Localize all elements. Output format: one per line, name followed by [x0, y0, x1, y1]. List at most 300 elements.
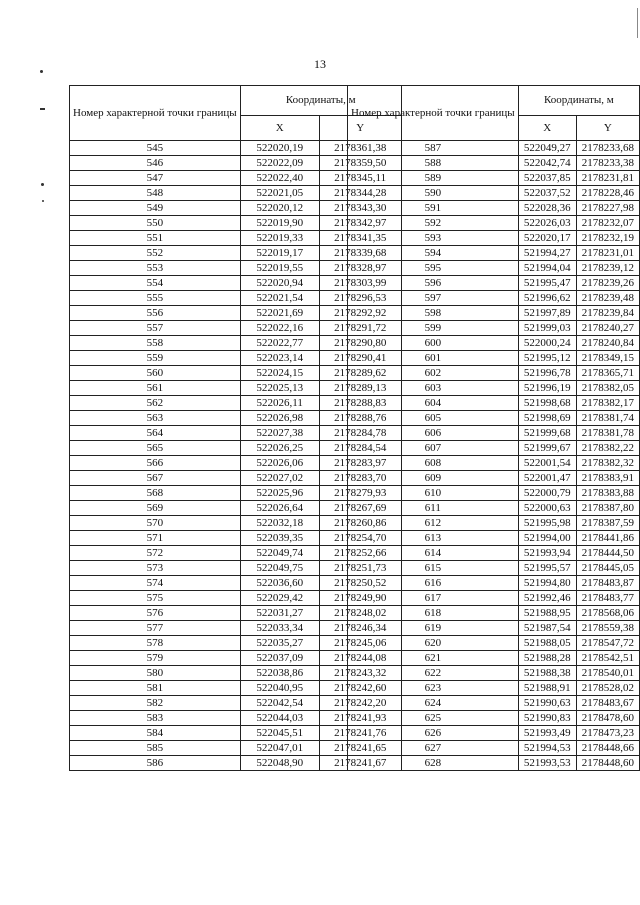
point-number-cell: 555 [70, 291, 241, 306]
x-coordinate-cell: 522024,15 [240, 366, 319, 381]
y-coordinate-cell: 2178349,15 [576, 351, 639, 366]
point-number-cell: 583 [70, 711, 241, 726]
x-coordinate-cell: 521988,95 [518, 606, 576, 621]
y-coordinate-cell: 2178251,73 [319, 561, 401, 576]
x-coordinate-cell: 522040,95 [240, 681, 319, 696]
y-coordinate-cell: 2178241,65 [319, 741, 401, 756]
point-number-cell: 622 [348, 666, 519, 681]
point-number-cell: 556 [70, 306, 241, 321]
x-coordinate-cell: 522000,63 [518, 501, 576, 516]
point-number-cell: 628 [348, 756, 519, 771]
x-coordinate-cell: 522026,98 [240, 411, 319, 426]
y-coordinate-cell: 2178242,60 [319, 681, 401, 696]
y-coordinate-cell: 2178241,76 [319, 726, 401, 741]
x-coordinate-cell: 522033,34 [240, 621, 319, 636]
x-coordinate-cell: 522027,02 [240, 471, 319, 486]
x-coordinate-cell: 521998,69 [518, 411, 576, 426]
y-coordinate-cell: 2178361,38 [319, 141, 401, 156]
y-coordinate-cell: 2178292,92 [319, 306, 401, 321]
y-coordinate-cell: 2178231,01 [576, 246, 639, 261]
point-number-cell: 566 [70, 456, 241, 471]
y-coordinate-cell: 2178246,34 [319, 621, 401, 636]
y-coordinate-cell: 2178249,90 [319, 591, 401, 606]
y-coordinate-cell: 2178483,87 [576, 576, 639, 591]
x-coordinate-cell: 522026,64 [240, 501, 319, 516]
y-coordinate-cell: 2178387,80 [576, 501, 639, 516]
point-number-cell: 585 [70, 741, 241, 756]
y-coordinate-cell: 2178441,86 [576, 531, 639, 546]
x-coordinate-cell: 522019,90 [240, 216, 319, 231]
table-row [348, 216, 640, 231]
y-coordinate-cell: 2178547,72 [576, 636, 639, 651]
point-number-cell: 547 [70, 171, 241, 186]
point-number-cell: 559 [70, 351, 241, 366]
point-number-cell: 593 [348, 231, 519, 246]
y-coordinate-cell: 2178568,06 [576, 606, 639, 621]
point-number-cell: 616 [348, 576, 519, 591]
point-number-cell: 562 [70, 396, 241, 411]
point-number-cell: 615 [348, 561, 519, 576]
y-coordinate-cell: 2178267,69 [319, 501, 401, 516]
point-number-cell: 586 [70, 756, 241, 771]
table-row [348, 741, 640, 756]
point-number-cell: 595 [348, 261, 519, 276]
point-number-cell: 578 [70, 636, 241, 651]
x-header: X [518, 115, 576, 140]
table-row [348, 606, 640, 621]
table-row [348, 141, 640, 156]
x-coordinate-cell: 521998,68 [518, 396, 576, 411]
point-number-cell: 613 [348, 531, 519, 546]
x-coordinate-cell: 522036,60 [240, 576, 319, 591]
table-row [348, 666, 640, 681]
y-coordinate-cell: 2178243,32 [319, 666, 401, 681]
x-coordinate-cell: 522037,52 [518, 186, 576, 201]
point-number-cell: 573 [70, 561, 241, 576]
x-coordinate-cell: 522020,19 [240, 141, 319, 156]
y-coordinate-cell: 2178289,13 [319, 381, 401, 396]
y-coordinate-cell: 2178250,52 [319, 576, 401, 591]
y-coordinate-cell: 2178239,48 [576, 291, 639, 306]
x-coordinate-cell: 522049,75 [240, 561, 319, 576]
x-coordinate-cell: 521994,53 [518, 741, 576, 756]
y-coordinate-cell: 2178483,77 [576, 591, 639, 606]
point-number-cell: 604 [348, 396, 519, 411]
y-coordinate-cell: 2178288,83 [319, 396, 401, 411]
table-row [348, 621, 640, 636]
point-number-cell: 567 [70, 471, 241, 486]
table-row [348, 591, 640, 606]
point-number-cell: 608 [348, 456, 519, 471]
point-number-cell: 580 [70, 666, 241, 681]
table-row [348, 351, 640, 366]
point-number-cell: 623 [348, 681, 519, 696]
point-number-cell: 563 [70, 411, 241, 426]
table-row [348, 636, 640, 651]
x-coordinate-cell: 521996,78 [518, 366, 576, 381]
point-number-cell: 587 [348, 141, 519, 156]
y-coordinate-cell: 2178382,32 [576, 456, 639, 471]
y-coordinate-cell: 2178242,20 [319, 696, 401, 711]
x-coordinate-cell: 522039,35 [240, 531, 319, 546]
y-coordinate-cell: 2178444,50 [576, 546, 639, 561]
table-row [348, 486, 640, 501]
x-coordinate-cell: 522019,17 [240, 246, 319, 261]
x-coordinate-cell: 521988,28 [518, 651, 576, 666]
x-coordinate-cell: 521999,03 [518, 321, 576, 336]
point-number-cell: 552 [70, 246, 241, 261]
point-number-cell: 561 [70, 381, 241, 396]
y-coordinate-cell: 2178448,60 [576, 756, 639, 771]
x-coordinate-cell: 522019,33 [240, 231, 319, 246]
y-coordinate-cell: 2178233,38 [576, 156, 639, 171]
table-row [348, 336, 640, 351]
point-number-cell: 569 [70, 501, 241, 516]
table-row [348, 456, 640, 471]
x-coordinate-cell: 522022,77 [240, 336, 319, 351]
point-number-cell: 597 [348, 291, 519, 306]
x-coordinate-cell: 522037,85 [518, 171, 576, 186]
point-number-cell: 548 [70, 186, 241, 201]
x-coordinate-cell: 522047,01 [240, 741, 319, 756]
y-coordinate-cell: 2178232,07 [576, 216, 639, 231]
point-number-cell: 600 [348, 336, 519, 351]
x-coordinate-cell: 521996,19 [518, 381, 576, 396]
point-number-header: Номер характерной точки границы [348, 86, 519, 141]
point-number-cell: 618 [348, 606, 519, 621]
y-coordinate-cell: 2178284,54 [319, 441, 401, 456]
point-number-cell: 550 [70, 216, 241, 231]
x-coordinate-cell: 521993,94 [518, 546, 576, 561]
point-number-cell: 581 [70, 681, 241, 696]
point-number-cell: 607 [348, 441, 519, 456]
x-coordinate-cell: 522020,17 [518, 231, 576, 246]
x-coordinate-cell: 521993,49 [518, 726, 576, 741]
table-row [348, 471, 640, 486]
x-coordinate-cell: 522026,06 [240, 456, 319, 471]
table-row [348, 246, 640, 261]
point-number-cell: 575 [70, 591, 241, 606]
y-coordinate-cell: 2178559,38 [576, 621, 639, 636]
y-coordinate-cell: 2178290,80 [319, 336, 401, 351]
x-coordinate-cell: 522001,47 [518, 471, 576, 486]
point-number-cell: 620 [348, 636, 519, 651]
y-coordinate-cell: 2178296,53 [319, 291, 401, 306]
y-coordinate-cell: 2178241,93 [319, 711, 401, 726]
y-coordinate-cell: 2178448,66 [576, 741, 639, 756]
x-coordinate-cell: 521995,98 [518, 516, 576, 531]
y-coordinate-cell: 2178289,62 [319, 366, 401, 381]
point-number-cell: 625 [348, 711, 519, 726]
x-coordinate-cell: 522021,54 [240, 291, 319, 306]
y-coordinate-cell: 2178240,84 [576, 336, 639, 351]
coordinates-table-right [347, 85, 640, 771]
point-number-cell: 619 [348, 621, 519, 636]
y-coordinate-cell: 2178239,26 [576, 276, 639, 291]
table-row [348, 726, 640, 741]
table-row [348, 171, 640, 186]
table-row [348, 276, 640, 291]
point-number-cell: 565 [70, 441, 241, 456]
x-coordinate-cell: 521988,05 [518, 636, 576, 651]
y-coordinate-cell: 2178473,23 [576, 726, 639, 741]
y-coordinate-cell: 2178291,72 [319, 321, 401, 336]
y-coordinate-cell: 2178231,81 [576, 171, 639, 186]
y-coordinate-cell: 2178359,50 [319, 156, 401, 171]
y-coordinate-cell: 2178540,01 [576, 666, 639, 681]
table-row [348, 441, 640, 456]
x-coordinate-cell: 521996,62 [518, 291, 576, 306]
y-coordinate-cell: 2178344,28 [319, 186, 401, 201]
x-coordinate-cell: 522022,09 [240, 156, 319, 171]
point-number-cell: 605 [348, 411, 519, 426]
x-coordinate-cell: 522021,69 [240, 306, 319, 321]
x-coordinate-cell: 522000,24 [518, 336, 576, 351]
x-coordinate-cell: 522000,79 [518, 486, 576, 501]
point-number-cell: 557 [70, 321, 241, 336]
x-coordinate-cell: 521999,68 [518, 426, 576, 441]
table-row [348, 516, 640, 531]
y-coordinate-cell: 2178445,05 [576, 561, 639, 576]
point-number-cell: 558 [70, 336, 241, 351]
table-row [348, 186, 640, 201]
y-coordinate-cell: 2178232,19 [576, 231, 639, 246]
point-number-cell: 572 [70, 546, 241, 561]
point-number-cell: 599 [348, 321, 519, 336]
y-coordinate-cell: 2178288,76 [319, 411, 401, 426]
point-number-cell: 577 [70, 621, 241, 636]
x-coordinate-cell: 522001,54 [518, 456, 576, 471]
point-number-cell: 590 [348, 186, 519, 201]
x-coordinate-cell: 522044,03 [240, 711, 319, 726]
point-number-cell: 611 [348, 501, 519, 516]
y-coordinate-cell: 2178387,59 [576, 516, 639, 531]
point-number-cell: 596 [348, 276, 519, 291]
x-coordinate-cell: 522042,54 [240, 696, 319, 711]
x-coordinate-cell: 522019,55 [240, 261, 319, 276]
table-row [348, 321, 640, 336]
x-coordinate-cell: 521997,89 [518, 306, 576, 321]
y-coordinate-cell: 2178284,78 [319, 426, 401, 441]
table-row [348, 531, 640, 546]
y-coordinate-cell: 2178279,93 [319, 486, 401, 501]
x-coordinate-cell: 522032,18 [240, 516, 319, 531]
x-coordinate-cell: 521994,04 [518, 261, 576, 276]
point-number-cell: 621 [348, 651, 519, 666]
y-coordinate-cell: 2178241,67 [319, 756, 401, 771]
y-coordinate-cell: 2178542,51 [576, 651, 639, 666]
y-coordinate-cell: 2178328,97 [319, 261, 401, 276]
point-number-cell: 612 [348, 516, 519, 531]
x-coordinate-cell: 522027,38 [240, 426, 319, 441]
y-coordinate-cell: 2178248,02 [319, 606, 401, 621]
y-coordinate-cell: 2178339,68 [319, 246, 401, 261]
x-coordinate-cell: 521988,91 [518, 681, 576, 696]
table-row [348, 411, 640, 426]
x-coordinate-cell: 522048,90 [240, 756, 319, 771]
x-coordinate-cell: 522022,40 [240, 171, 319, 186]
x-coordinate-cell: 522045,51 [240, 726, 319, 741]
x-coordinate-cell: 521995,12 [518, 351, 576, 366]
x-coordinate-cell: 521987,54 [518, 621, 576, 636]
y-coordinate-cell: 2178483,67 [576, 696, 639, 711]
y-coordinate-cell: 2178383,91 [576, 471, 639, 486]
x-coordinate-cell: 522037,09 [240, 651, 319, 666]
point-number-cell: 564 [70, 426, 241, 441]
point-number-cell: 579 [70, 651, 241, 666]
y-coordinate-cell: 2178290,41 [319, 351, 401, 366]
table-row [348, 396, 640, 411]
point-number-cell: 549 [70, 201, 241, 216]
x-coordinate-cell: 522026,25 [240, 441, 319, 456]
point-number-cell: 545 [70, 141, 241, 156]
y-coordinate-cell: 2178244,08 [319, 651, 401, 666]
y-coordinate-cell: 2178342,97 [319, 216, 401, 231]
coordinates-header: Координаты, м [518, 86, 639, 116]
table-row [348, 651, 640, 666]
y-coordinate-cell: 2178478,60 [576, 711, 639, 726]
point-number-cell: 591 [348, 201, 519, 216]
y-coordinate-cell: 2178283,97 [319, 456, 401, 471]
table-row [348, 756, 640, 771]
point-number-cell: 610 [348, 486, 519, 501]
table-row [348, 696, 640, 711]
x-coordinate-cell: 521992,46 [518, 591, 576, 606]
y-coordinate-cell: 2178382,17 [576, 396, 639, 411]
y-coordinate-cell: 2178245,06 [319, 636, 401, 651]
x-coordinate-cell: 522026,03 [518, 216, 576, 231]
y-coordinate-cell: 2178239,84 [576, 306, 639, 321]
point-number-cell: 554 [70, 276, 241, 291]
x-coordinate-cell: 521990,83 [518, 711, 576, 726]
x-coordinate-cell: 522022,16 [240, 321, 319, 336]
point-number-cell: 582 [70, 696, 241, 711]
x-coordinate-cell: 522035,27 [240, 636, 319, 651]
y-header: Y [576, 115, 639, 140]
y-coordinate-cell: 2178283,70 [319, 471, 401, 486]
point-number-cell: 576 [70, 606, 241, 621]
x-coordinate-cell: 521995,47 [518, 276, 576, 291]
table-row [348, 291, 640, 306]
table-row [348, 711, 640, 726]
y-header: Y [319, 115, 401, 140]
point-number-cell: 592 [348, 216, 519, 231]
y-coordinate-cell: 2178345,11 [319, 171, 401, 186]
table-row [348, 426, 640, 441]
x-coordinate-cell: 522049,74 [240, 546, 319, 561]
point-number-cell: 603 [348, 381, 519, 396]
y-coordinate-cell: 2178233,68 [576, 141, 639, 156]
y-coordinate-cell: 2178303,99 [319, 276, 401, 291]
y-coordinate-cell: 2178383,88 [576, 486, 639, 501]
coordinates-header: Координаты, м [240, 86, 401, 116]
x-coordinate-cell: 522049,27 [518, 141, 576, 156]
table-row [348, 561, 640, 576]
x-coordinate-cell: 522021,05 [240, 186, 319, 201]
point-number-cell: 570 [70, 516, 241, 531]
point-number-cell: 614 [348, 546, 519, 561]
point-number-cell: 594 [348, 246, 519, 261]
x-coordinate-cell: 522042,74 [518, 156, 576, 171]
scan-mark [40, 108, 45, 110]
point-number-cell: 589 [348, 171, 519, 186]
scan-mark [637, 8, 638, 38]
table-row [348, 306, 640, 321]
y-coordinate-cell: 2178227,98 [576, 201, 639, 216]
y-coordinate-cell: 2178365,71 [576, 366, 639, 381]
y-coordinate-cell: 2178381,74 [576, 411, 639, 426]
point-number-cell: 606 [348, 426, 519, 441]
table-row [348, 381, 640, 396]
x-coordinate-cell: 522020,94 [240, 276, 319, 291]
y-coordinate-cell: 2178341,35 [319, 231, 401, 246]
y-coordinate-cell: 2178240,27 [576, 321, 639, 336]
table-row [348, 261, 640, 276]
x-header: X [240, 115, 319, 140]
x-coordinate-cell: 522028,36 [518, 201, 576, 216]
point-number-cell: 574 [70, 576, 241, 591]
x-coordinate-cell: 522038,86 [240, 666, 319, 681]
x-coordinate-cell: 521995,57 [518, 561, 576, 576]
point-number-cell: 584 [70, 726, 241, 741]
point-number-cell: 588 [348, 156, 519, 171]
y-coordinate-cell: 2178382,05 [576, 381, 639, 396]
y-coordinate-cell: 2178254,70 [319, 531, 401, 546]
x-coordinate-cell: 521999,67 [518, 441, 576, 456]
table-row [348, 156, 640, 171]
point-number-cell: 627 [348, 741, 519, 756]
point-number-cell: 602 [348, 366, 519, 381]
point-number-cell: 617 [348, 591, 519, 606]
y-coordinate-cell: 2178528,02 [576, 681, 639, 696]
point-number-cell: 560 [70, 366, 241, 381]
y-coordinate-cell: 2178382,22 [576, 441, 639, 456]
table-row [348, 546, 640, 561]
y-coordinate-cell: 2178252,66 [319, 546, 401, 561]
x-coordinate-cell: 522031,27 [240, 606, 319, 621]
x-coordinate-cell: 521990,63 [518, 696, 576, 711]
scan-mark [41, 183, 44, 186]
point-number-cell: 624 [348, 696, 519, 711]
scan-mark [42, 200, 44, 202]
table-row [348, 576, 640, 591]
point-number-cell: 568 [70, 486, 241, 501]
table-row [348, 201, 640, 216]
x-coordinate-cell: 521993,53 [518, 756, 576, 771]
point-number-cell: 601 [348, 351, 519, 366]
table-row [348, 366, 640, 381]
x-coordinate-cell: 522029,42 [240, 591, 319, 606]
point-number-cell: 553 [70, 261, 241, 276]
x-coordinate-cell: 521994,27 [518, 246, 576, 261]
point-number-cell: 609 [348, 471, 519, 486]
x-coordinate-cell: 521994,80 [518, 576, 576, 591]
point-number-cell: 598 [348, 306, 519, 321]
y-coordinate-cell: 2178228,46 [576, 186, 639, 201]
y-coordinate-cell: 2178260,86 [319, 516, 401, 531]
table-row [348, 501, 640, 516]
y-coordinate-cell: 2178343,30 [319, 201, 401, 216]
page-number: 13 [314, 57, 326, 71]
point-number-cell: 626 [348, 726, 519, 741]
point-number-cell: 546 [70, 156, 241, 171]
x-coordinate-cell: 521988,38 [518, 666, 576, 681]
x-coordinate-cell: 521994,00 [518, 531, 576, 546]
table-row [348, 231, 640, 246]
y-coordinate-cell: 2178381,78 [576, 426, 639, 441]
x-coordinate-cell: 522020,12 [240, 201, 319, 216]
table-row [348, 681, 640, 696]
